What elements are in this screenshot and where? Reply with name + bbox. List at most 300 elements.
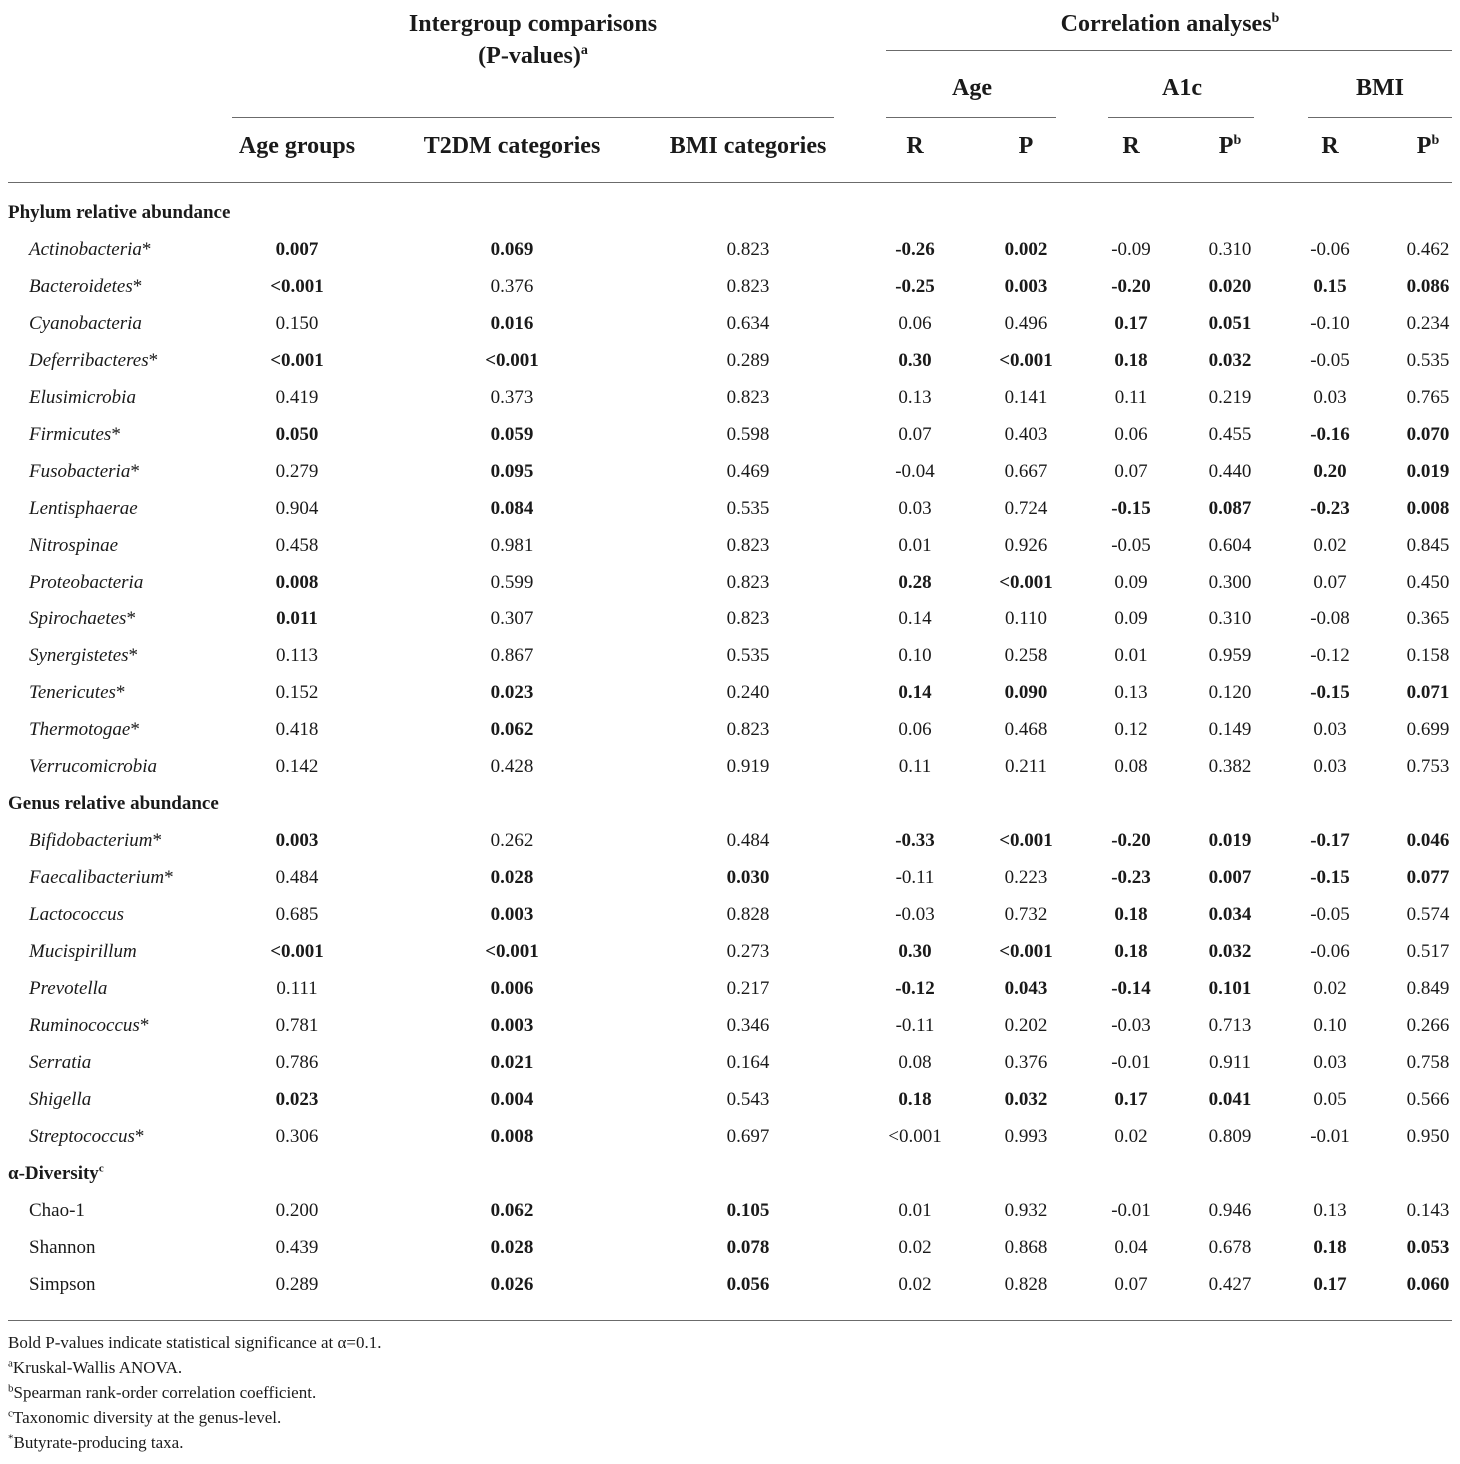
table-cell: 0.543 bbox=[726, 1088, 770, 1110]
table-cell: 0.003 bbox=[490, 904, 534, 926]
table-cell: 0.02 bbox=[1114, 1125, 1148, 1147]
table-cell: 0.11 bbox=[1114, 386, 1148, 408]
group-a1c: A1c bbox=[1162, 75, 1202, 101]
table-cell: 0.007 bbox=[1208, 867, 1252, 889]
table-cell: 0.867 bbox=[490, 645, 534, 667]
header-bottom-rule bbox=[8, 182, 1452, 183]
col-a1c-pb bbox=[1219, 133, 1241, 160]
row-label bbox=[29, 1274, 96, 1296]
footnote-text: Bold P-values indicate statistical significance at α=0.1. bbox=[8, 1333, 382, 1352]
footnote bbox=[8, 1358, 182, 1378]
table-cell: <0.001 bbox=[999, 349, 1053, 371]
table-cell: 0.03 bbox=[1313, 756, 1347, 778]
table-cell: 0.403 bbox=[1004, 423, 1048, 445]
col-age-groups: Age groups bbox=[238, 133, 356, 159]
col-bmi-pb bbox=[1417, 133, 1439, 160]
row-label bbox=[29, 350, 158, 372]
table-cell: <0.001 bbox=[485, 941, 539, 962]
table-cell: 0.781 bbox=[275, 1014, 319, 1036]
table-cell: 0.164 bbox=[726, 1051, 770, 1073]
table-cell: 0.078 bbox=[726, 1236, 770, 1258]
table-cell: 0.060 bbox=[1406, 1273, 1450, 1295]
table-cell: -0.25 bbox=[895, 275, 935, 297]
table-cell: 0.365 bbox=[1406, 608, 1450, 630]
table-cell: -0.10 bbox=[1310, 312, 1350, 334]
table-cell: 0.07 bbox=[1114, 460, 1148, 482]
table-cell: 0.823 bbox=[726, 238, 770, 260]
row-label-name: Fusobacteria bbox=[29, 460, 131, 482]
footnote-text: Taxonomic diversity at the genus-level. bbox=[12, 1408, 282, 1427]
row-label bbox=[29, 830, 162, 852]
table-cell: 0.468 bbox=[1004, 719, 1048, 741]
table-cell: 0.13 bbox=[898, 386, 932, 408]
row-label bbox=[29, 978, 107, 1000]
table-cell: 0.18 bbox=[898, 1088, 932, 1110]
col-bmi-pb-text: P bbox=[1416, 133, 1432, 159]
table-cell: 0.08 bbox=[1114, 756, 1148, 778]
table-cell: 0.142 bbox=[275, 756, 319, 778]
row-label-name: Lactococcus bbox=[29, 904, 124, 926]
table-cell: 0.095 bbox=[490, 460, 534, 482]
table-cell: -0.01 bbox=[1111, 1199, 1151, 1221]
table-cell: 0.07 bbox=[1313, 571, 1347, 593]
table-cell: 0.043 bbox=[1004, 977, 1048, 999]
table-cell: 0.535 bbox=[1406, 349, 1450, 371]
table-cell: 0.18 bbox=[1114, 904, 1148, 926]
table-cell: 0.732 bbox=[1004, 904, 1048, 926]
table-cell: <0.001 bbox=[999, 941, 1053, 962]
table-cell: <0.001 bbox=[270, 349, 324, 371]
table-cell: 0.202 bbox=[1004, 1014, 1048, 1036]
row-label-name: Spirochaetes bbox=[29, 608, 127, 630]
table-cell: 0.667 bbox=[1004, 460, 1048, 482]
row-label bbox=[29, 904, 124, 926]
table-cell: 0.904 bbox=[275, 497, 319, 519]
table-cell: 0.306 bbox=[275, 1125, 319, 1147]
table-cell: 0.077 bbox=[1406, 867, 1450, 889]
table-cell: -0.05 bbox=[1111, 534, 1151, 556]
table-cell: 0.18 bbox=[1313, 1236, 1347, 1258]
table-cell: 0.823 bbox=[726, 719, 770, 741]
table-cell: 0.14 bbox=[898, 608, 932, 630]
table-cell: 0.462 bbox=[1406, 238, 1450, 260]
table-cell: 0.02 bbox=[1313, 977, 1347, 999]
footnote bbox=[8, 1333, 382, 1353]
table-cell: 0.071 bbox=[1406, 682, 1450, 704]
table-cell: 0.019 bbox=[1406, 460, 1450, 482]
table-cell: 0.13 bbox=[1114, 682, 1148, 704]
table-cell: 0.110 bbox=[1004, 608, 1048, 630]
footnote-marker: a bbox=[8, 1357, 13, 1370]
table-cell: 0.14 bbox=[898, 682, 932, 704]
table-cell: 0.003 bbox=[275, 830, 319, 852]
row-label bbox=[29, 313, 142, 335]
table-cell: 0.30 bbox=[898, 941, 932, 962]
table-cell: -0.05 bbox=[1310, 904, 1350, 926]
table-cell: -0.23 bbox=[1111, 867, 1151, 889]
table-cell: 0.07 bbox=[898, 423, 932, 445]
table-cell: 0.382 bbox=[1208, 756, 1252, 778]
footnote-marker: b bbox=[8, 1382, 14, 1395]
table-cell: 0.450 bbox=[1406, 571, 1450, 593]
table-cell: 0.310 bbox=[1208, 608, 1252, 630]
table-cell: 0.10 bbox=[1313, 1014, 1347, 1036]
table-cell: 0.15 bbox=[1313, 275, 1347, 297]
butyrate-mark: * bbox=[128, 645, 139, 667]
table-cell: 0.026 bbox=[490, 1273, 534, 1295]
table-cell: -0.20 bbox=[1111, 275, 1151, 297]
table-cell: 0.18 bbox=[1114, 941, 1148, 962]
table-cell: 0.12 bbox=[1114, 719, 1148, 741]
table-cell: -0.09 bbox=[1111, 238, 1151, 260]
table-cell: 0.993 bbox=[1004, 1125, 1048, 1147]
table-cell: -0.01 bbox=[1310, 1125, 1350, 1147]
correlation-rule bbox=[886, 50, 1452, 51]
table-cell: 0.149 bbox=[1208, 719, 1252, 741]
group-bmi: BMI bbox=[1356, 75, 1404, 101]
row-label-name: Cyanobacteria bbox=[29, 312, 142, 334]
table-cell: -0.01 bbox=[1111, 1051, 1151, 1073]
col-a1c-r: R bbox=[1122, 133, 1140, 159]
footnote bbox=[8, 1408, 281, 1428]
table-cell: 0.002 bbox=[1004, 238, 1048, 260]
table-cell: 0.023 bbox=[490, 682, 534, 704]
table-cell: 0.697 bbox=[726, 1125, 770, 1147]
butyrate-mark: * bbox=[139, 1014, 150, 1036]
table-cell: 0.006 bbox=[490, 977, 534, 999]
row-label bbox=[29, 608, 136, 630]
row-label-name: Thermotogae bbox=[29, 719, 131, 741]
table-cell: 0.828 bbox=[726, 904, 770, 926]
row-label-name: Lentisphaerae bbox=[29, 497, 138, 519]
row-label bbox=[29, 498, 138, 520]
table-cell: 0.496 bbox=[1004, 312, 1048, 334]
row-label bbox=[29, 535, 118, 557]
intergroup-title-line1: Intergroup comparisons bbox=[408, 11, 658, 37]
table-cell: -0.14 bbox=[1111, 977, 1151, 999]
table-cell: 0.219 bbox=[1208, 386, 1252, 408]
table-cell: 0.959 bbox=[1208, 645, 1252, 667]
table-cell: <0.001 bbox=[888, 1125, 942, 1147]
table-cell: 0.03 bbox=[1313, 719, 1347, 741]
row-label-name: Chao-1 bbox=[29, 1199, 85, 1221]
table-cell: 0.517 bbox=[1406, 941, 1450, 962]
table-cell: -0.15 bbox=[1310, 867, 1350, 889]
footnote-marker: * bbox=[8, 1432, 14, 1445]
table-cell: 0.090 bbox=[1004, 682, 1048, 704]
table-cell: 0.373 bbox=[490, 386, 534, 408]
table-cell: 0.003 bbox=[1004, 275, 1048, 297]
row-label bbox=[29, 1237, 96, 1259]
table-cell: -0.17 bbox=[1310, 830, 1350, 852]
table-cell: 0.823 bbox=[726, 275, 770, 297]
table-cell: 0.678 bbox=[1208, 1236, 1252, 1258]
table-cell: 0.211 bbox=[1004, 756, 1048, 778]
table-cell: 0.069 bbox=[490, 238, 534, 260]
row-label-name: Streptococcus bbox=[29, 1125, 135, 1147]
table-cell: 0.849 bbox=[1406, 977, 1450, 999]
table-cell: 0.02 bbox=[898, 1273, 932, 1295]
table-cell: 0.419 bbox=[275, 386, 319, 408]
group-age: Age bbox=[952, 75, 992, 101]
table-cell: 0.604 bbox=[1208, 534, 1252, 556]
correlation-title-text: Correlation analyses bbox=[1060, 11, 1272, 37]
table-cell: 0.023 bbox=[275, 1088, 319, 1110]
table-cell: -0.16 bbox=[1310, 423, 1350, 445]
table-cell: -0.20 bbox=[1111, 830, 1151, 852]
intergroup-title-line2: (P-values) bbox=[478, 43, 581, 69]
table-cell: -0.08 bbox=[1310, 608, 1350, 630]
table-cell: 0.566 bbox=[1406, 1088, 1450, 1110]
col-age-r: R bbox=[906, 133, 924, 159]
row-label bbox=[29, 941, 137, 963]
table-cell: 0.09 bbox=[1114, 608, 1148, 630]
col-bmi-categories: BMI categories bbox=[669, 133, 827, 159]
row-label-name: Proteobacteria bbox=[29, 571, 144, 593]
section-title-sup: c bbox=[98, 1162, 104, 1175]
col-t2dm: T2DM categories bbox=[423, 133, 601, 159]
row-label bbox=[29, 387, 136, 409]
table-cell: 0.053 bbox=[1406, 1236, 1450, 1258]
table-cell: 0.143 bbox=[1406, 1199, 1450, 1221]
footnote bbox=[8, 1383, 316, 1403]
a1c-rule bbox=[1108, 117, 1254, 118]
table-cell: 0.911 bbox=[1208, 1051, 1252, 1073]
table-cell: 0.03 bbox=[898, 497, 932, 519]
section-title bbox=[8, 793, 219, 815]
table-cell: 0.09 bbox=[1114, 571, 1148, 593]
table-cell: 0.868 bbox=[1004, 1236, 1048, 1258]
row-label bbox=[29, 276, 142, 298]
table-cell: 0.150 bbox=[275, 312, 319, 334]
table-cell: 0.307 bbox=[490, 608, 534, 630]
table-cell: 0.458 bbox=[275, 534, 319, 556]
table-cell: 0.823 bbox=[726, 608, 770, 630]
table-cell: 0.634 bbox=[726, 312, 770, 334]
table-cell: 0.758 bbox=[1406, 1051, 1450, 1073]
table-cell: 0.273 bbox=[726, 941, 770, 962]
table-cell: 0.17 bbox=[1114, 312, 1148, 334]
table-cell: -0.12 bbox=[895, 977, 935, 999]
row-label bbox=[29, 756, 157, 778]
table-cell: 0.346 bbox=[726, 1014, 770, 1036]
table-cell: 0.946 bbox=[1208, 1199, 1252, 1221]
row-label-name: Shannon bbox=[29, 1236, 96, 1258]
row-label-name: Actinobacteria bbox=[29, 238, 142, 260]
butyrate-mark: * bbox=[152, 830, 162, 852]
table-cell: 0.279 bbox=[275, 460, 319, 482]
table-cell: 0.01 bbox=[898, 534, 932, 556]
table-cell: 0.032 bbox=[1208, 941, 1252, 962]
table-cell: 0.062 bbox=[490, 1199, 534, 1221]
col-bmi-r: R bbox=[1321, 133, 1339, 159]
table-cell: 0.262 bbox=[490, 830, 534, 852]
intergroup-sup: a bbox=[580, 43, 588, 58]
table-cell: 0.823 bbox=[726, 571, 770, 593]
table-cell: 0.028 bbox=[490, 867, 534, 889]
section-title-text: Phylum relative abundance bbox=[8, 202, 231, 223]
table-cell: 0.484 bbox=[275, 867, 319, 889]
row-label bbox=[29, 1015, 149, 1037]
col-a1c-pb-text: P bbox=[1218, 133, 1234, 159]
row-label-name: Bacteroidetes bbox=[29, 275, 133, 297]
correlation-sup: b bbox=[1271, 11, 1280, 26]
table-cell: 0.01 bbox=[898, 1199, 932, 1221]
table-cell: 0.234 bbox=[1406, 312, 1450, 334]
bmi-rule bbox=[1308, 117, 1452, 118]
table-cell: -0.05 bbox=[1310, 349, 1350, 371]
section-title bbox=[8, 1163, 104, 1185]
table-cell: 0.823 bbox=[726, 386, 770, 408]
table-cell: 0.101 bbox=[1208, 977, 1252, 999]
section-title-text: Genus relative abundance bbox=[8, 793, 219, 815]
butyrate-mark: * bbox=[115, 682, 126, 704]
row-label-name: Prevotella bbox=[29, 977, 108, 999]
col-bmi-pb-sup: b bbox=[1431, 133, 1440, 148]
table-cell: -0.26 bbox=[895, 238, 935, 260]
table-cell: 0.289 bbox=[726, 349, 770, 371]
table-cell: 0.059 bbox=[490, 423, 534, 445]
table-cell: 0.105 bbox=[726, 1199, 770, 1221]
table-cell: 0.032 bbox=[1004, 1088, 1048, 1110]
table-cell: 0.535 bbox=[726, 645, 770, 667]
row-label-name: Synergistetes bbox=[29, 645, 129, 667]
row-label-name: Faecalibacterium bbox=[29, 867, 165, 889]
table-cell: -0.11 bbox=[895, 1014, 935, 1036]
row-label bbox=[29, 1200, 85, 1222]
table-cell: 0.440 bbox=[1208, 460, 1252, 482]
table-cell: 0.685 bbox=[275, 904, 319, 926]
footnote-marker: c bbox=[8, 1407, 13, 1420]
table-cell: <0.001 bbox=[999, 571, 1053, 593]
table-cell: 0.003 bbox=[490, 1014, 534, 1036]
table-cell: 0.04 bbox=[1114, 1236, 1148, 1258]
table-cell: 0.455 bbox=[1208, 423, 1252, 445]
row-label-name: Firmicutes bbox=[29, 423, 112, 445]
table-cell: 0.828 bbox=[1004, 1273, 1048, 1295]
table-cell: 0.11 bbox=[898, 756, 932, 778]
table-cell: 0.070 bbox=[1406, 423, 1450, 445]
correlation-title bbox=[1061, 8, 1280, 40]
table-cell: -0.23 bbox=[1310, 497, 1350, 519]
row-label bbox=[29, 572, 143, 594]
row-label-name: Serratia bbox=[29, 1051, 92, 1073]
row-label bbox=[29, 719, 140, 741]
section-title bbox=[8, 202, 230, 224]
table-cell: 0.823 bbox=[726, 534, 770, 556]
table-cell: 0.223 bbox=[1004, 867, 1048, 889]
table-cell: 0.699 bbox=[1406, 719, 1450, 741]
table-cell: 0.484 bbox=[726, 830, 770, 852]
table-cell: 0.046 bbox=[1406, 830, 1450, 852]
row-label-name: Tenericutes bbox=[29, 682, 116, 704]
table-cell: 0.02 bbox=[1313, 534, 1347, 556]
table-cell: -0.11 bbox=[895, 867, 935, 889]
col-a1c-pb-sup: b bbox=[1233, 133, 1242, 148]
table-cell: 0.08 bbox=[898, 1051, 932, 1073]
table-cell: 0.300 bbox=[1208, 571, 1252, 593]
row-label bbox=[29, 1052, 91, 1074]
butyrate-mark: * bbox=[130, 719, 140, 741]
table-cell: 0.120 bbox=[1208, 682, 1252, 704]
table-cell: 0.535 bbox=[726, 497, 770, 519]
table-cell: 0.028 bbox=[490, 1236, 534, 1258]
table-cell: 0.240 bbox=[726, 682, 770, 704]
table-cell: -0.03 bbox=[895, 904, 935, 926]
table-cell: 0.266 bbox=[1406, 1014, 1450, 1036]
table-cell: 0.950 bbox=[1406, 1125, 1450, 1147]
butyrate-mark: * bbox=[111, 423, 121, 445]
row-label-name: Simpson bbox=[29, 1273, 96, 1295]
table-cell: 0.06 bbox=[898, 312, 932, 334]
row-label bbox=[29, 1126, 144, 1148]
table-cell: 0.03 bbox=[1313, 386, 1347, 408]
table-cell: 0.574 bbox=[1406, 904, 1450, 926]
table-cell: 0.200 bbox=[275, 1199, 319, 1221]
table-cell: -0.04 bbox=[895, 460, 935, 482]
butyrate-mark: * bbox=[134, 1125, 145, 1147]
table-cell: 0.981 bbox=[490, 534, 534, 556]
table-cell: 0.06 bbox=[898, 719, 932, 741]
table-cell: 0.427 bbox=[1208, 1273, 1252, 1295]
table-cell: 0.021 bbox=[490, 1051, 534, 1073]
table-cell: 0.113 bbox=[275, 645, 319, 667]
row-label bbox=[29, 239, 151, 261]
table-cell: 0.152 bbox=[275, 682, 319, 704]
butyrate-mark: * bbox=[130, 460, 140, 482]
row-label-name: Verrucomicrobia bbox=[29, 756, 158, 778]
section-title-text: α-Diversity bbox=[8, 1162, 99, 1184]
butyrate-mark: * bbox=[132, 275, 143, 297]
table-cell: 0.01 bbox=[1114, 645, 1148, 667]
footnote-text: Spearman rank-order correlation coefficient. bbox=[13, 1383, 317, 1402]
table-cell: 0.376 bbox=[1004, 1051, 1048, 1073]
table-cell: 0.041 bbox=[1208, 1088, 1252, 1110]
table-cell: 0.18 bbox=[1114, 349, 1148, 371]
table-cell: 0.599 bbox=[490, 571, 534, 593]
col-age-p: P bbox=[1018, 133, 1034, 159]
table-cell: -0.15 bbox=[1111, 497, 1151, 519]
table-cell: -0.06 bbox=[1310, 941, 1350, 962]
table-cell: <0.001 bbox=[485, 349, 539, 371]
butyrate-mark: * bbox=[141, 238, 152, 260]
footnote-text: Butyrate-producing taxa. bbox=[13, 1433, 184, 1452]
table-cell: 0.034 bbox=[1208, 904, 1252, 926]
table-cell: 0.310 bbox=[1208, 238, 1252, 260]
row-label-name: Nitrospinae bbox=[29, 534, 119, 556]
table-cell: 0.765 bbox=[1406, 386, 1450, 408]
table-cell: 0.809 bbox=[1208, 1125, 1252, 1147]
table-cell: 0.141 bbox=[1004, 386, 1048, 408]
intergroup-rule bbox=[232, 117, 834, 118]
table-cell: 0.008 bbox=[1406, 497, 1450, 519]
table-cell: 0.418 bbox=[275, 719, 319, 741]
butyrate-mark: * bbox=[164, 867, 174, 889]
table-cell: 0.439 bbox=[275, 1236, 319, 1258]
table-cell: 0.753 bbox=[1406, 756, 1450, 778]
row-label-name: Deferribacteres bbox=[29, 349, 149, 371]
table-cell: 0.050 bbox=[275, 423, 319, 445]
table-cell: 0.713 bbox=[1208, 1014, 1252, 1036]
row-label-name: Mucispirillum bbox=[29, 941, 137, 962]
row-label bbox=[29, 645, 138, 667]
table-cell: 0.926 bbox=[1004, 534, 1048, 556]
table-cell: 0.932 bbox=[1004, 1199, 1048, 1221]
table-cell: 0.056 bbox=[726, 1273, 770, 1295]
table-cell: 0.087 bbox=[1208, 497, 1252, 519]
table-cell: 0.030 bbox=[726, 867, 770, 889]
table-cell: 0.28 bbox=[898, 571, 932, 593]
